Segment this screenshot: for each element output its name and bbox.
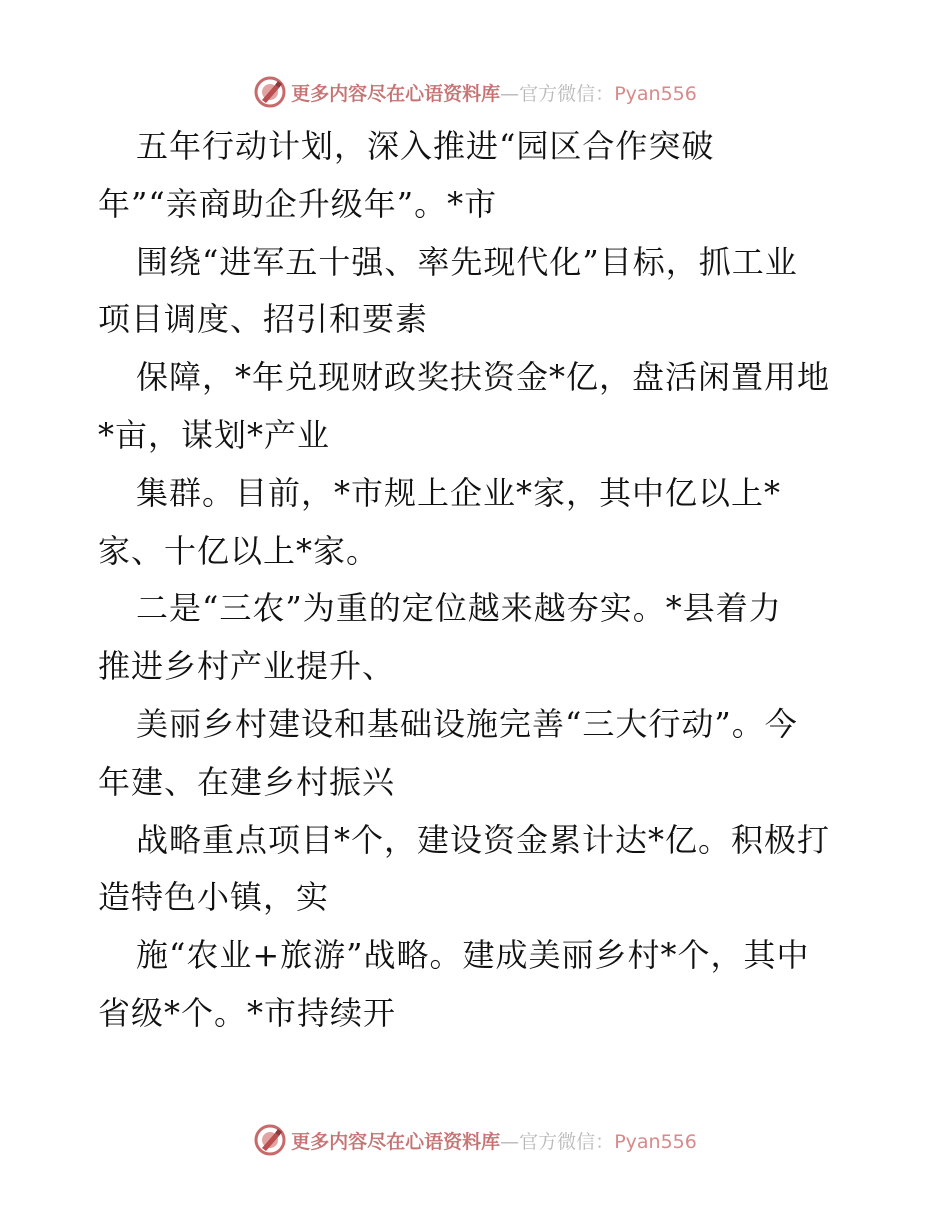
text-line: 保障，*年兑现财政奖扶资金*亿，盘活闲置用地 bbox=[136, 358, 831, 397]
text-line: 年”“亲商助企升级年”。*市 bbox=[98, 184, 498, 223]
text-line: 年建、在建乡村振兴 bbox=[98, 762, 396, 801]
text-line: 二是“三农”为重的定位越来越夯实。*县着力 bbox=[136, 589, 782, 628]
watermark-site-name: 更多内容尽在心语资料库 bbox=[291, 1130, 501, 1153]
header-watermark bbox=[0, 72, 950, 112]
text-line: 围绕“进军五十强、率先现代化”目标，抓工业 bbox=[136, 242, 798, 281]
watermark-account: Pyan556 bbox=[614, 82, 697, 105]
text-line: *亩，谋划*产业 bbox=[98, 415, 331, 454]
watermark-account: Pyan556 bbox=[614, 1130, 697, 1153]
text-line: 集群。目前，*市规上企业*家，其中亿以上* bbox=[136, 473, 782, 512]
document-body bbox=[98, 118, 858, 1043]
text-line: 家、十亿以上*家。 bbox=[98, 531, 380, 570]
text-line: 推进乡村产业提升、 bbox=[98, 647, 396, 686]
watermark-text bbox=[291, 79, 697, 106]
pen-logo-icon bbox=[253, 1123, 287, 1157]
text-line: 省级*个。*市持续开 bbox=[98, 993, 397, 1032]
footer-watermark bbox=[0, 1120, 950, 1160]
watermark-dash: — bbox=[500, 1130, 520, 1153]
text-line: 美丽乡村建设和基础设施完善“三大行动”。今 bbox=[136, 704, 798, 743]
watermark-dash: — bbox=[500, 82, 520, 105]
pen-logo-icon bbox=[253, 75, 287, 109]
text-line: 施“农业+旅游”战略。建成美丽乡村*个，其中 bbox=[136, 936, 810, 975]
watermark-text bbox=[291, 1127, 697, 1154]
text-line: 造特色小镇，实 bbox=[98, 878, 330, 917]
watermark-wechat-label: 官方微信： bbox=[519, 82, 615, 105]
text-line: 战略重点项目*个，建设资金累计达*亿。积极打 bbox=[136, 820, 831, 859]
text-line: 项目调度、招引和要素 bbox=[98, 300, 429, 339]
watermark-wechat-label: 官方微信： bbox=[519, 1130, 615, 1153]
text-line: 五年行动计划，深入推进“园区合作突破 bbox=[136, 127, 715, 165]
watermark-site-name: 更多内容尽在心语资料库 bbox=[291, 82, 501, 105]
